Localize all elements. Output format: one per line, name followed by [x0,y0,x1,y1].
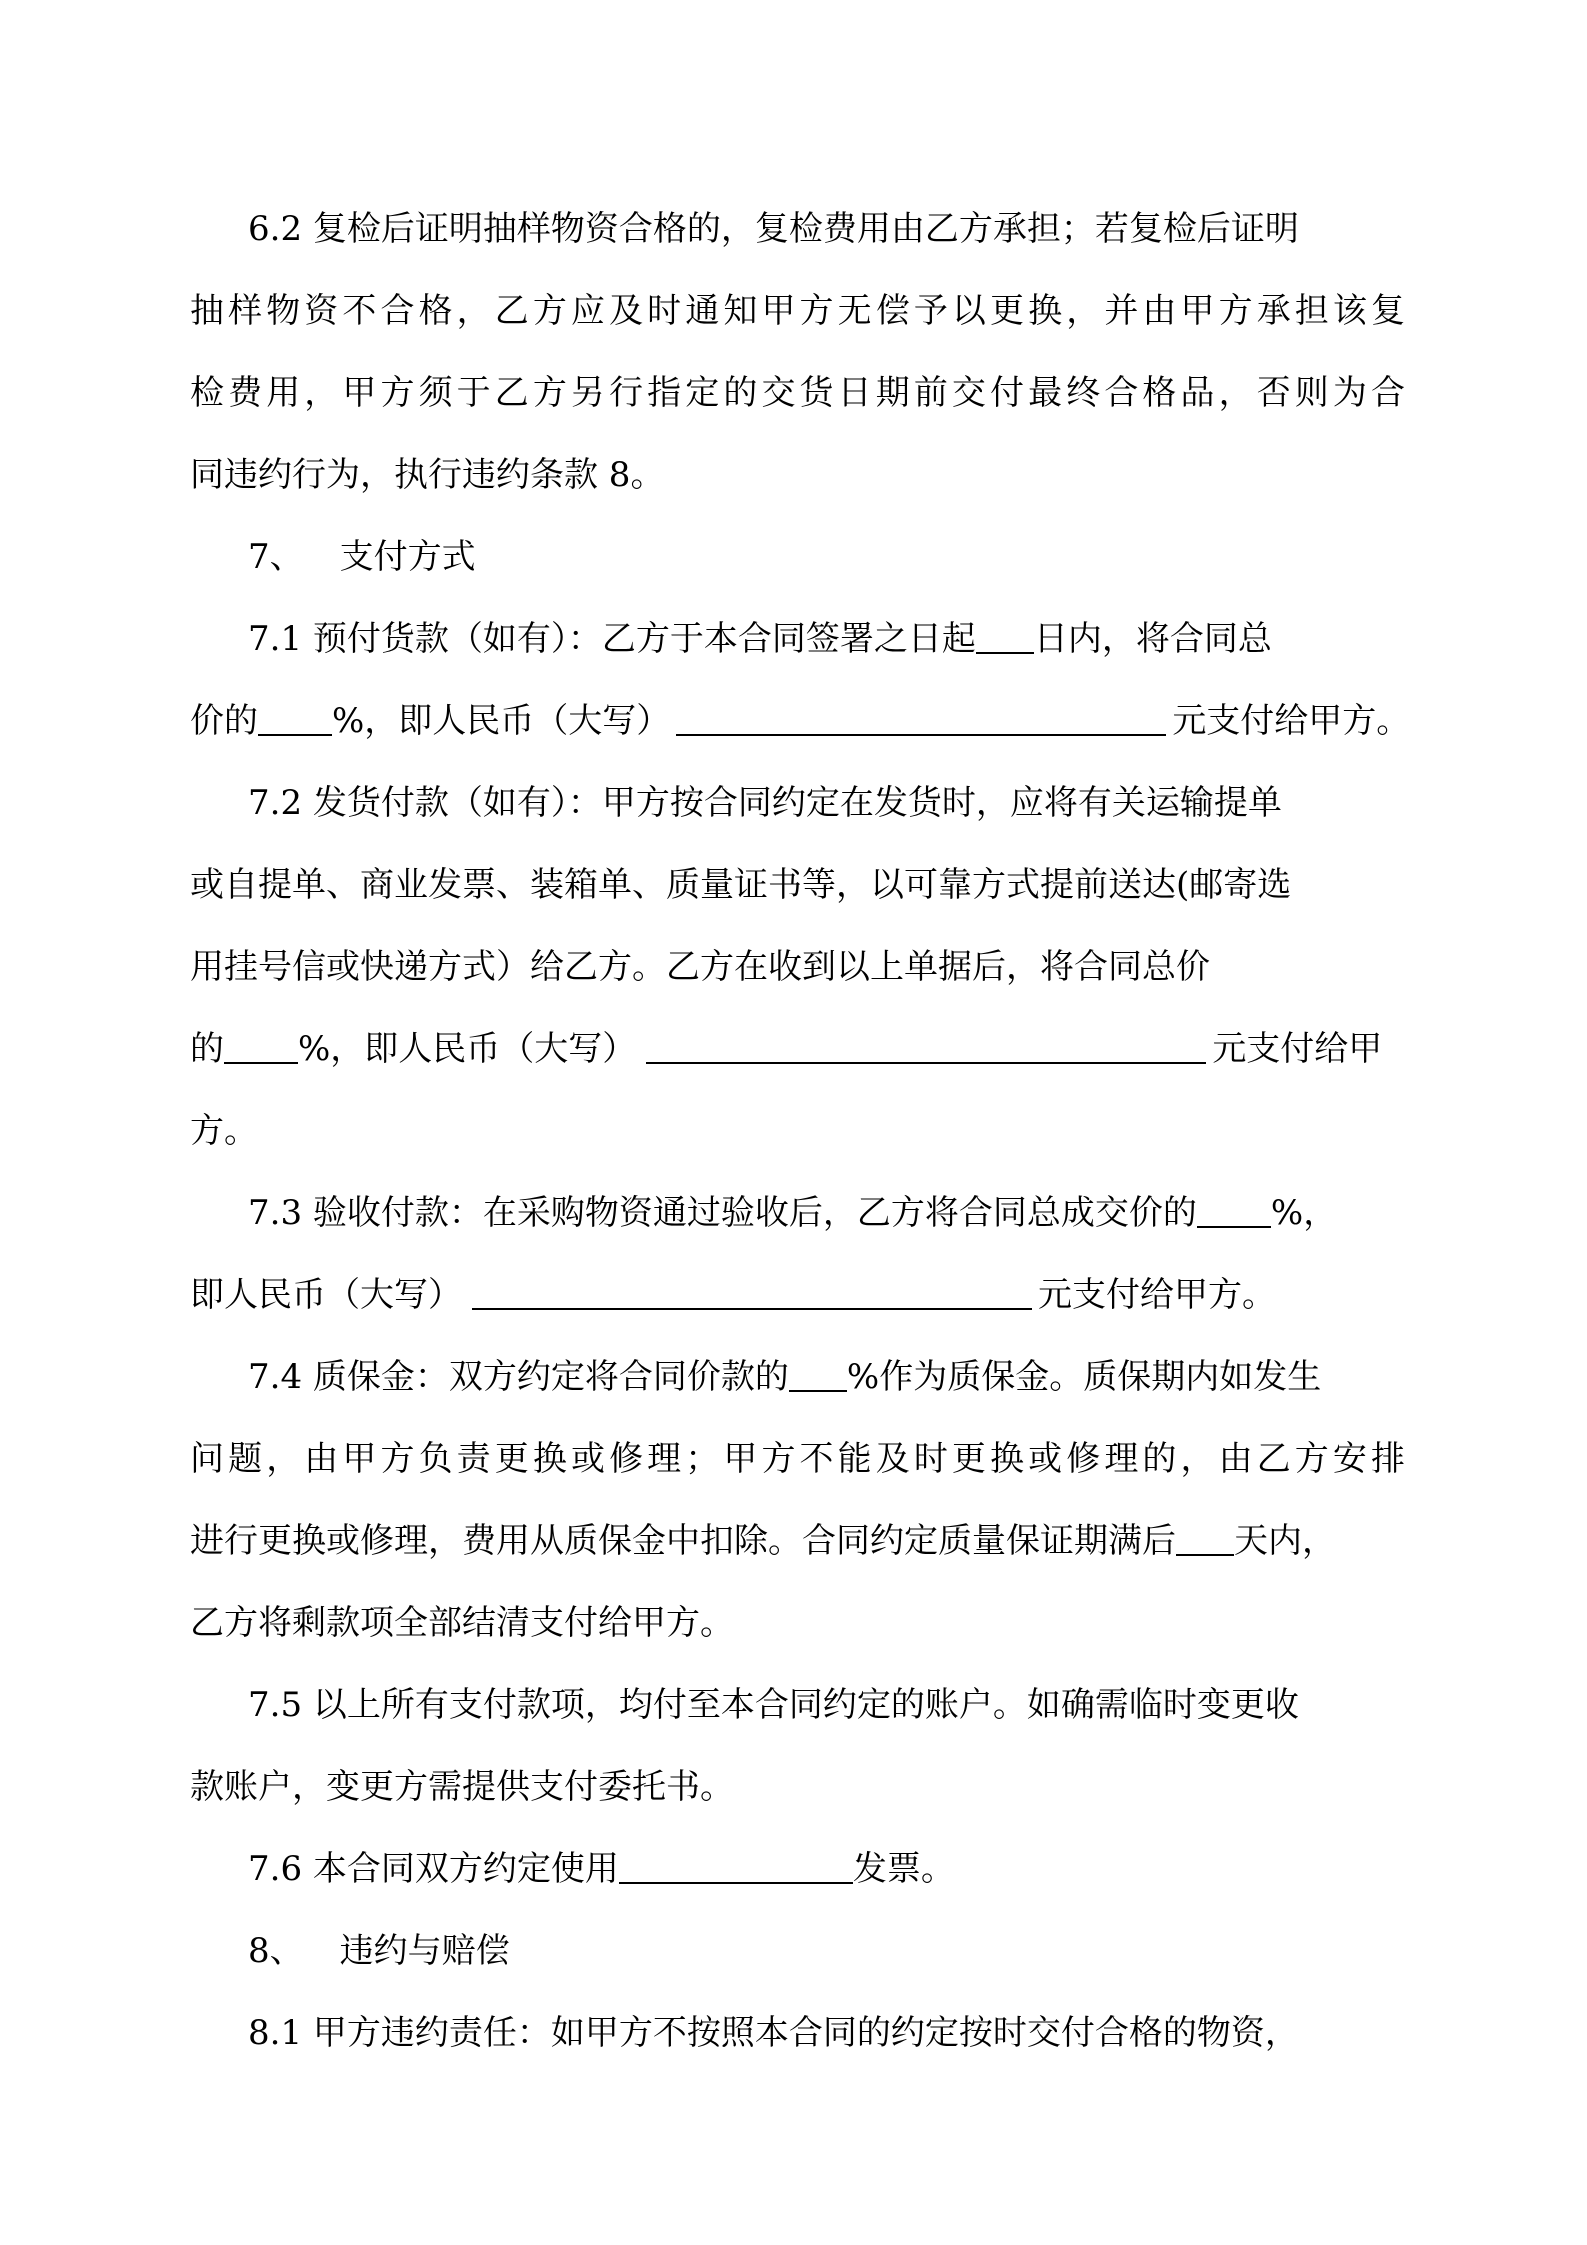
clause-8-1-line-1: 8.1 甲方违约责任：如甲方不按照本合同的约定按时交付合格的物资， [248,2013,1299,2053]
clause-7-2-text-c: 元支付给甲 [1212,1029,1383,1069]
clause-7-6-text-a: 7.6 本合同双方约定使用 [248,1849,619,1889]
fill-blank-percent [1197,1196,1271,1228]
clause-7-4-line-1 [248,1355,1321,1399]
section-7-number: 7、 [248,537,304,577]
fill-blank-days [1176,1524,1234,1556]
section-7-heading [248,535,476,579]
clause-7-3-line-2 [190,1273,1276,1317]
fill-blank-amount [472,1278,1032,1310]
clause-7-4-text-c: 进行更换或修理，费用从质保金中扣除。合同约定质量保证期满后 [190,1521,1176,1561]
clause-7-2-line-5: 方。 [190,1111,258,1151]
clause-7-1-text-c: 价的 [190,701,258,741]
clause-7-1-line-1 [248,617,1272,661]
clause-6-2-line-1: 6.2 复检后证明抽样物资合格的，复检费用由乙方承担；若复检后证明 [248,209,1299,249]
clause-7-1-text-d: %，即人民币（大写） [332,701,671,741]
clause-7-3-text-d: 元支付给甲方。 [1038,1275,1276,1315]
section-8-heading [248,1929,510,1973]
section-7-title: 支付方式 [339,537,476,577]
clause-7-5-line-1: 7.5 以上所有支付款项，均付至本合同约定的账户。如确需临时变更收 [248,1685,1299,1725]
clause-6-2-line-3: 检费用，甲方须于乙方另行指定的交货日期前交付最终合格品，否则为合 [190,373,1405,413]
clause-7-4-line-3 [190,1519,1336,1563]
clause-6-2-line-2: 抽样物资不合格，乙方应及时通知甲方无偿予以更换，并由甲方承担该复 [190,291,1405,331]
clause-7-3-line-1 [248,1191,1337,1235]
fill-blank-amount [646,1032,1206,1064]
clause-7-6-line-1 [248,1847,955,1891]
clause-7-2-line-3: 用挂号信或快递方式）给乙方。乙方在收到以上单据后，将合同总价 [190,947,1210,987]
clause-7-5-line-2: 款账户，变更方需提供支付委托书。 [190,1767,734,1807]
clause-7-2-text-b: %，即人民币（大写） [298,1029,637,1069]
fill-blank-invoice-type [619,1852,853,1884]
clause-7-4-line-2: 问题，由甲方负责更换或修理；甲方不能及时更换或修理的，由乙方安排 [190,1439,1405,1479]
fill-blank-percent [224,1032,298,1064]
clause-7-4-text-b: %作为质保金。质保期内如发生 [846,1357,1322,1397]
clause-7-1-line-2 [190,699,1410,743]
clause-7-1-text-a: 7.1 预付货款（如有）：乙方于本合同签署之日起 [248,619,976,659]
clause-7-1-text-e: 元支付给甲方。 [1172,701,1411,741]
section-8-number: 8、 [248,1931,304,1971]
fill-blank-percent [789,1360,847,1392]
clause-7-3-text-b: %， [1270,1193,1338,1233]
clause-7-2-line-1: 7.2 发货付款（如有）：甲方按合同约定在发货时，应将有关运输提单 [248,783,1282,823]
fill-blank-amount [676,704,1166,736]
clause-7-4-text-d: 天内， [1234,1521,1336,1561]
clause-7-1-text-b: 日内，将合同总 [1033,619,1272,659]
clause-7-4-text-a: 7.4 质保金：双方约定将合同价款的 [248,1357,789,1397]
fill-blank-days [976,622,1034,654]
clause-7-2-line-4 [190,1027,1382,1071]
clause-7-2-line-2: 或自提单、商业发票、装箱单、质量证书等，以可靠方式提前送达(邮寄选 [190,865,1292,905]
section-8-title: 违约与赔偿 [339,1931,510,1971]
fill-blank-percent [258,704,332,736]
clause-6-2-line-4: 同违约行为，执行违约条款 8。 [190,455,665,495]
clause-7-4-line-4: 乙方将剩款项全部结清支付给甲方。 [190,1603,734,1643]
clause-7-3-text-c: 即人民币（大写） [190,1275,462,1315]
clause-7-2-text-a: 的 [190,1029,224,1069]
clause-7-3-text-a: 7.3 验收付款：在采购物资通过验收后，乙方将合同总成交价的 [248,1193,1197,1233]
clause-7-6-text-b: 发票。 [852,1849,955,1889]
